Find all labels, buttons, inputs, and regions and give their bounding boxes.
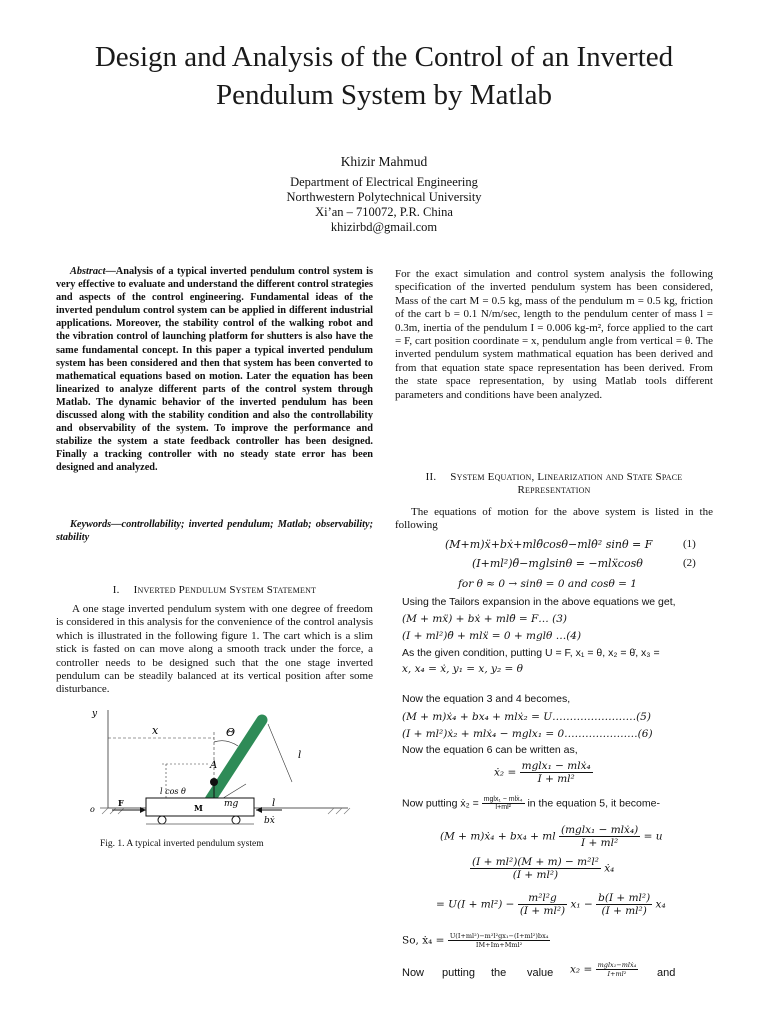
- author-name: Khizir Mahmud: [340, 154, 428, 169]
- putting-pre: Now putting ẋ₂ =: [402, 797, 479, 810]
- so-pre: So, ẋ₄ =: [402, 934, 445, 947]
- author-email: khizirbd@gmail.com: [330, 220, 438, 234]
- abstract: [56, 265, 373, 475]
- sub-num: (mglx₁ − mlẋ₄): [560, 824, 639, 836]
- last-word-4: value: [527, 967, 554, 979]
- keywords-label: Keywords: [70, 519, 112, 530]
- putting-text: [402, 796, 660, 811]
- substituted-equation: [440, 824, 663, 849]
- section-1-paragraph: A one stage inverted pendulum system with one degree of freedom is considered in this analysis for the convenience of the control analysis which is illustrated in the following figure 1. The cart which is a slim stick is fasted on can move along a smooth track under the force, a controller needs to be designed such that the one stage inverted pendulum can be steadily balanced at its vertical position after some disturbance.: [56, 603, 373, 696]
- fig-label-origin: o: [90, 805, 95, 814]
- last-lhs: x₂ =: [570, 963, 593, 976]
- u-expansion: [436, 892, 666, 917]
- so-den: IM+Im+Mml²: [475, 941, 523, 949]
- last-num: mglx₁−mlẋ₄: [597, 961, 637, 969]
- x2dot-num: mglx₁ − mlẋ₄: [521, 760, 591, 772]
- fig-label-l2: l: [272, 798, 276, 809]
- affiliation-city: Xi’an – 710072, P.R. China: [315, 205, 453, 219]
- section-2-number: II.: [425, 471, 437, 483]
- uexp-den-1: (I + ml²): [519, 905, 566, 917]
- given-condition-1: As the given condition, putting U = F, x₁ = θ, x₂ = θ̇, x₃ =: [402, 647, 660, 659]
- so-num: U(I+ml²)−m²l²gx₁−(I+ml²)bx₄: [449, 932, 549, 940]
- equation-2: (I+ml²)θ̈−mglsinθ = −mlẍcosθ: [472, 557, 643, 570]
- affiliation-dept: Department of Electrical Engineering: [290, 175, 478, 189]
- putting-den: I+ml²: [495, 804, 511, 811]
- section-2-title-2: Representation: [517, 484, 591, 497]
- ratio-expression: [470, 856, 614, 881]
- keywords-text: —controllability; inverted pendulum; Matlab; observability; stability: [56, 519, 373, 544]
- section-2-heading: [395, 471, 713, 498]
- fig-label-theta: Θ: [226, 726, 236, 739]
- now-becomes-text: Now the equation 3 and 4 becomes,: [402, 693, 571, 705]
- abstract-text: —Analysis of a typical inverted pendulum control system is very effective to evaluate and understand the different control strategies and aspects of the control engineering. Fundamental ideas of the inverted pendulum control system can be applied in different industrial applications. Moreover, the stability control of the walking robot and the vibration control of launching platform for shutters is also have the same fundamental concept. In this paper a typical inverted pendulum system has been considered and then that system has been converted to mathematical equations based on motion. Later the equation has been linearized to analyze different parts of the control system through Matlab. The dynamic behavior of the inverted pendulum has been discussed along with the stability condition and also the controllability and observability of the system. To improve the performance and stabilize the system a state feedback controller has been designed. Finally a tracking controller with no steady state error has been designed and analyzed.: [56, 266, 373, 474]
- section-1-title: Inverted Pendulum System Statement: [133, 584, 317, 596]
- section-1-number: I.: [112, 584, 120, 596]
- uexp-num-2: b(I + ml²): [598, 892, 651, 904]
- equation-3: (M + mẍ) + bẋ + mlθ̈ = F… (3): [402, 613, 567, 625]
- fig-label-bx: bẋ: [264, 816, 275, 826]
- figure-1-diagram: [86, 702, 368, 850]
- taylor-text: Using the Tailors expansion in the above equations we get,: [402, 596, 676, 608]
- last-word-2: putting: [442, 967, 476, 979]
- last-fraction: [570, 961, 638, 978]
- sub-lhs: (M + m)ẋ₄ + bx₄ + ml: [440, 830, 556, 843]
- equation-4: (I + ml²)θ̈ + mlẍ = 0 + mglθ …(4): [402, 630, 582, 642]
- fig-label-F: F: [118, 798, 124, 808]
- sub-rhs: = u: [643, 830, 663, 843]
- fig-label-x: x: [152, 724, 159, 737]
- equation-5: (M + m)ẋ₄ + bx₄ + mlẋ₂ = U……………………(5): [402, 711, 651, 723]
- ratio-den: (I + ml²): [512, 869, 559, 881]
- fig-label-y: y: [92, 709, 98, 719]
- section-1-heading: [56, 584, 373, 597]
- title-line-2: Pendulum System by Matlab: [216, 79, 552, 111]
- author-block: [184, 154, 584, 235]
- fig-label-l1: l: [298, 750, 302, 761]
- eq6-written-text: Now the equation 6 can be written as,: [402, 744, 578, 756]
- small-angle-condition: for θ ≈ 0 → sinθ = 0 and cosθ = 1: [458, 578, 637, 590]
- title-line-1: Design and Analysis of the Control of an Inverted: [94, 41, 674, 73]
- uexp-x1: x₁ −: [570, 898, 593, 911]
- x2dot-den: I + ml²: [537, 773, 575, 785]
- fig-label-mg: mg: [224, 799, 239, 809]
- paper-title: [40, 38, 728, 114]
- fig-label-M: M: [194, 803, 203, 813]
- equation-6: (I + ml²)ẋ₂ + mlẋ₄ − mglx₁ = 0…………………(6): [402, 728, 653, 740]
- last-line: [402, 967, 424, 979]
- keywords: [56, 518, 373, 544]
- last-word-3: the: [491, 967, 507, 979]
- fig-label-A: A: [210, 760, 218, 771]
- x4dot-solution: [402, 932, 550, 949]
- intro-paragraph: For the exact simulation and control system analysis the following specification of the inverted pendulum system has been considered, Mass of the cart M = 0.5 kg, mass of the pendulum m = 0.5 kg, friction of the cart b = 0.1 N/m/sec, length to the pendulum center of mass l = 0.3m, inertia of the pendulum I = 0.006 kg-m², force applied to the cart = F, cart position coordinate = x, pendulum angle from vertical = θ. The inverted pendulum system mathmatical equation has been derived and from that equation state space representation has been derived. From the state space representation, by using Matlab tools different parameters and conditions have been analyzed.: [395, 268, 713, 401]
- fig-label-lcos: l cos θ: [160, 787, 186, 796]
- putting-post: in the equation 5, it become-: [527, 797, 660, 810]
- section-2-title-1: System Equation, Linearization and State Space: [450, 471, 683, 483]
- section-2-paragraph: The equations of motion for the above system is listed in the following: [395, 506, 713, 532]
- putting-num: mglx₁ − mlẋ₄: [483, 796, 523, 803]
- equation-1-number: (1): [683, 538, 696, 550]
- x2dot-lhs: ẋ₂ =: [494, 766, 517, 779]
- uexp-pre: = U(I + ml²) −: [436, 898, 515, 911]
- equation-2-number: (2): [683, 557, 696, 569]
- last-word-1: Now: [402, 967, 425, 979]
- x2dot-expression: [494, 760, 593, 785]
- ratio-num: (I + ml²)(M + m) − m²l²: [472, 856, 599, 868]
- figure-1-caption: Fig. 1. A typical inverted pendulum system: [100, 839, 264, 849]
- sub-den: I + ml²: [581, 837, 619, 849]
- uexp-num-1: m²l²g: [518, 892, 567, 905]
- ratio-x: ẋ₄: [604, 862, 615, 875]
- last-and: and: [657, 967, 676, 979]
- affiliation-univ: Northwestern Polytechnical University: [286, 190, 482, 204]
- equation-1: (M+m)ẍ+bẋ+mlθ̈cosθ−mlθ̇² sinθ = F: [445, 538, 653, 551]
- uexp-den-2: (I + ml²): [601, 905, 647, 917]
- last-den: I+ml²: [607, 970, 627, 978]
- given-condition-2: x, x₄ = ẋ, y₁ = x, y₂ = θ: [402, 663, 523, 675]
- abstract-label: Abstract: [70, 266, 106, 277]
- uexp-x2: x₄: [655, 898, 666, 911]
